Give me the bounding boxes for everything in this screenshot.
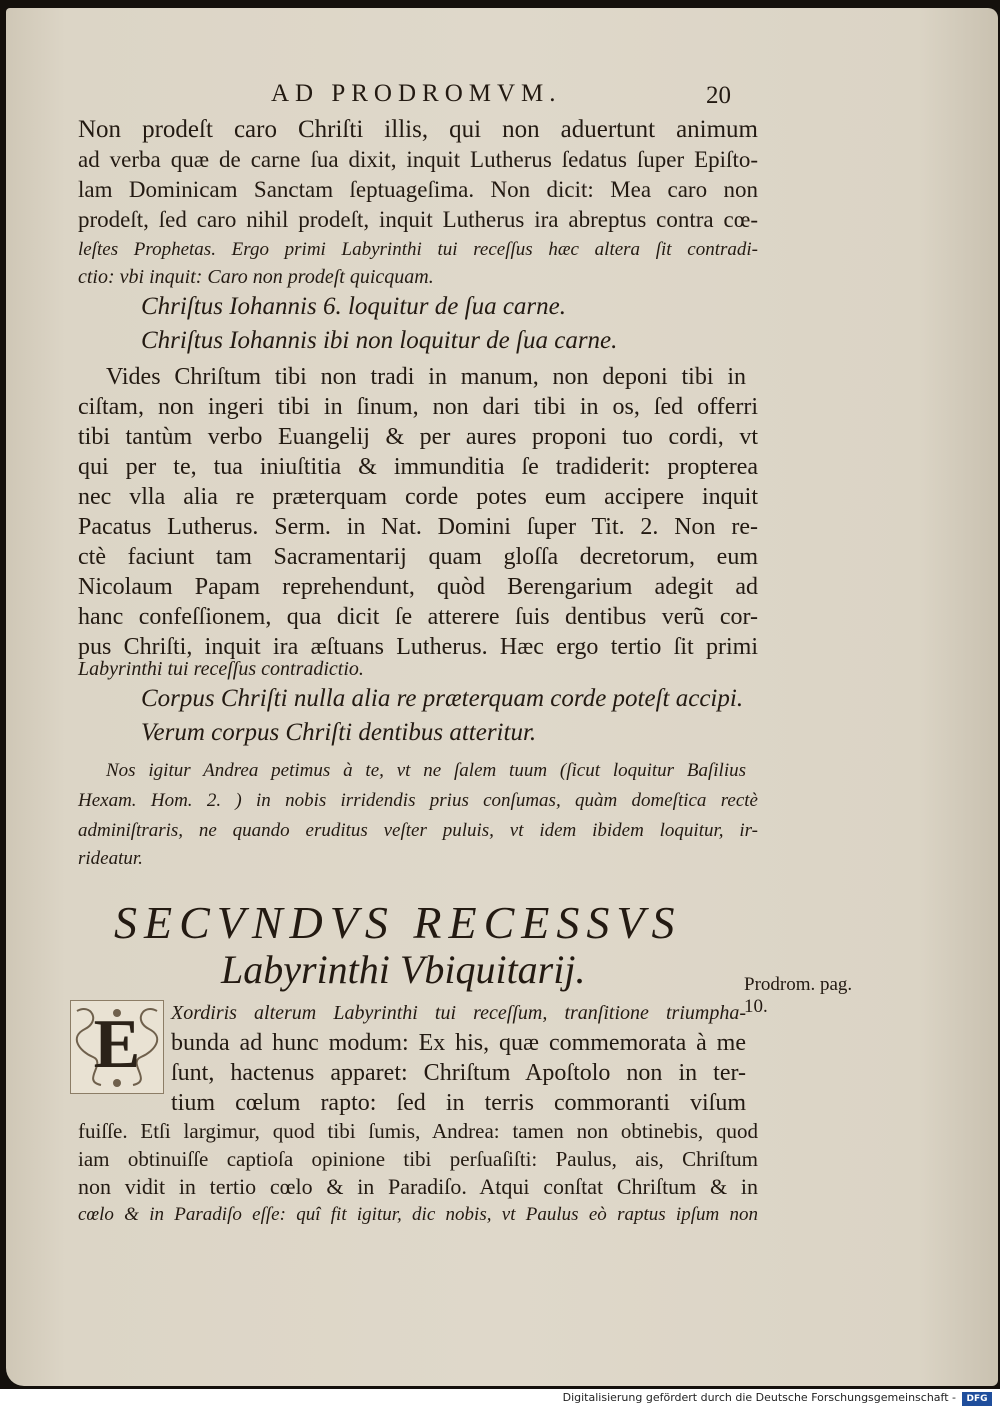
text-line: rideatur.: [78, 848, 143, 869]
antithesis-line: Chriſtus Iohannis 6. loquitur de ſua carne.: [141, 293, 566, 320]
text-line: Xordiris alterum Labyrinthi tui receſſum, tranſitione triumpha-: [171, 1002, 746, 1024]
text-line: cœlo & in Paradiſo eſſe: quî fit igitur, dic nobis, vt Paulus eò raptus ipſum non: [78, 1204, 758, 1225]
dfg-logo: DFG: [962, 1392, 992, 1406]
text-line: lam Dominicam Sanctam ſeptuageſima. Non dicit: Mea caro non: [78, 177, 758, 202]
text-line: prodeſt, ſed caro nihil prodeſt, inquit Lutherus ira abreptus contra cœ-: [78, 207, 758, 232]
text-line: Vides Chriſtum tibi non tradi in manum, non deponi tibi in: [106, 364, 746, 390]
text-line: Labyrinthi tui receſſus contradictio.: [78, 658, 364, 680]
text-line: qui per te, tua iniuſtitia & immunditia ſe tradiderit: propterea: [78, 454, 758, 480]
running-title: AD PRODROMVM.: [271, 80, 562, 107]
footer-credit: Digitalisierung gefördert durch die Deutsche Forschungsgemeinschaft -: [562, 1391, 956, 1404]
text-line: Pacatus Lutherus. Serm. in Nat. Domini ſuper Tit. 2. Non re-: [78, 514, 758, 540]
text-line: ciſtam, non ingeri tibi in ſinum, non dari tibi in os, ſed offerri: [78, 394, 758, 420]
initial-letter: E: [93, 1006, 141, 1083]
digitization-footer: [0, 1389, 1000, 1409]
text-line: pus Chriſti, inquit ira æſtuans Lutherus. Hæc ergo tertio ſit primi: [78, 634, 758, 660]
page-header: [6, 76, 998, 116]
section-title: SECVNDVS RECESSVS: [114, 897, 682, 948]
text-line: leſtes Prophetas. Ergo primi Labyrinthi tui receſſus hæc altera ſit contradi-: [78, 239, 758, 260]
text-line: hanc confeſſionem, qua dicit ſe atterere ſuis dentibus verũ cor-: [78, 604, 758, 630]
antithesis-line: Verum corpus Chriſti dentibus atteritur.: [141, 719, 537, 746]
margin-note: Prodrom. pag. 10.: [744, 974, 853, 1017]
text-line: iam obtinuiſſe captioſa opinione tibi perſuaſiſti: Paulus, ais, Chriſtum: [78, 1147, 758, 1171]
antithesis-line: Chriſtus Iohannis ibi non loquitur de ſua carne.: [141, 327, 618, 354]
text-line: Hexam. Hom. 2. ) in nobis irridendis prius conſumas, quàm domeſtica rectè: [78, 790, 758, 811]
text-line: ctè faciunt tam Sacramentarij quam gloſſa decretorum, eum: [78, 544, 758, 570]
antithesis-line: Corpus Chriſti nulla alia re præterquam corde poteſt accipi.: [141, 685, 744, 712]
page-number: 20: [706, 82, 731, 109]
text-line: tibi tantùm verbo Euangelij & per aures proponi tuo cordi, vt: [78, 424, 758, 450]
text-line: nec vlla alia re præterquam corde potes eum accipere inquit: [78, 484, 758, 510]
book-page: [6, 8, 998, 1386]
text-line: bunda ad hunc modum: Ex his, quæ commemorata à me: [171, 1030, 746, 1056]
text-line: adminiſtraris, ne quando eruditus veſter puluis, vt idem ibidem loquitur, ir-: [78, 820, 758, 841]
text-line: ctio: vbi inquit: Caro non prodeſt quicquam.: [78, 266, 434, 288]
text-line: non vidit in tertio cœlo & in Paradiſo. Atqui conſtat Chriſtum & in: [78, 1174, 758, 1199]
text-line: Nos igitur Andrea petimus à te, vt ne ſalem tuum (ſicut loquitur Baſilius: [106, 760, 746, 781]
text-line: ad verba quæ de carne ſua dixit, inquit Lutherus ſedatus ſuper Epiſto-: [78, 147, 758, 172]
text-line: ſunt, hactenus apparet: Chriſtum Apoſtolo non in ter-: [171, 1060, 746, 1086]
text-line: fuiſſe. Etſi largimur, quod tibi ſumis, Andrea: tamen non obtinebis, quod: [78, 1119, 758, 1143]
text-line: Non prodeſt caro Chriſti illis, qui non aduertunt animum: [78, 116, 758, 143]
text-line: tium cœlum rapto: ſed in terris commoranti viſum: [171, 1090, 746, 1116]
decorated-initial: [70, 1000, 164, 1094]
text-line: Nicolaum Papam reprehendunt, quòd Berengarium adegit ad: [78, 574, 758, 600]
section-subtitle: Labyrinthi Vbiquitarij.: [221, 947, 586, 992]
